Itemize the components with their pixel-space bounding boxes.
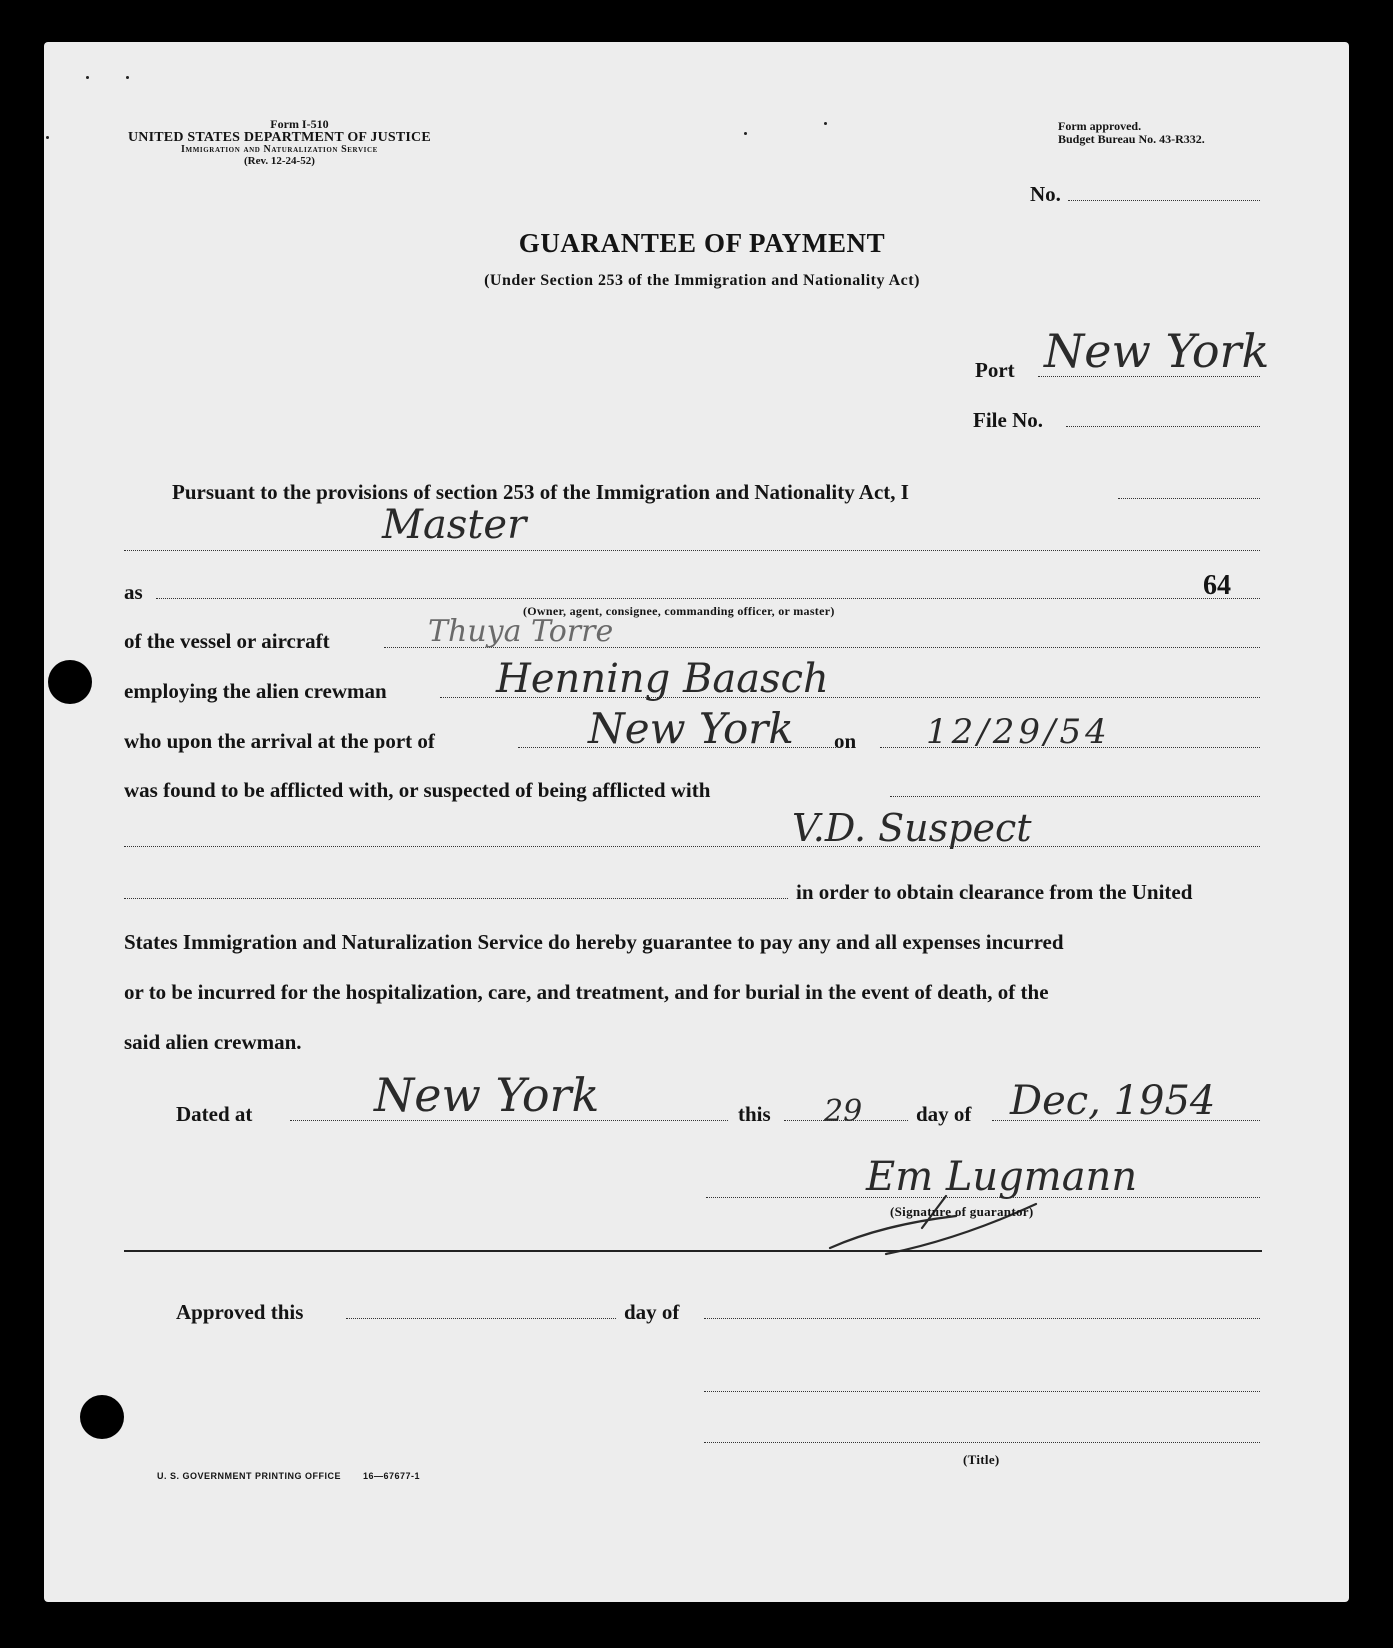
approved-day-line[interactable] <box>346 1318 616 1319</box>
page-subtitle: (Under Section 253 of the Immigration and Nationality Act) <box>484 272 920 289</box>
guarantor-name: Master <box>382 502 527 548</box>
divider-rule <box>124 1250 1262 1252</box>
printer-footer <box>157 1471 420 1481</box>
capacity-line[interactable] <box>156 598 1260 599</box>
service-name: Immigration and Naturalization Service <box>181 144 378 156</box>
signature-caption: (Signature of guarantor) <box>890 1204 1034 1219</box>
revision-date: (Rev. 12-24-52) <box>244 154 315 167</box>
speck <box>126 76 129 79</box>
clearance-text: in order to obtain clearance from the United <box>796 880 1193 904</box>
paragraph-line-1: States Immigration and Naturalization Service do hereby guarantee to pay any and all expenses incurred <box>124 930 1064 954</box>
speck <box>744 132 747 135</box>
dated-month-year: Dec, 1954 <box>1010 1078 1216 1124</box>
day-of-label: day of <box>916 1102 972 1126</box>
affliction-line-1[interactable] <box>890 796 1260 797</box>
afflicted-label: was found to be afflicted with, or suspected of being afflicted with <box>124 778 711 802</box>
form-approved: Form approved. <box>1058 119 1142 133</box>
guarantor-line-1[interactable] <box>1118 498 1260 499</box>
printer-code: 16—67677-1 <box>363 1471 421 1481</box>
approval-header <box>1058 120 1205 145</box>
approver-title-line[interactable] <box>704 1442 1260 1443</box>
capacity-caption: (Owner, agent, consignee, commanding officer, or master) <box>523 604 835 618</box>
affliction-line-3[interactable] <box>124 898 788 899</box>
paragraph-line-2: or to be incurred for the hospitalization, care, and treatment, and for burial in the event of death, of the <box>124 980 1049 1004</box>
dated-day: 29 <box>824 1094 863 1129</box>
no-label: No. <box>1030 182 1061 206</box>
no-line[interactable] <box>1068 200 1260 201</box>
capacity-number: 64 <box>1203 570 1231 601</box>
vessel-value: Thuya Torre <box>428 614 614 649</box>
form-page <box>44 42 1349 1602</box>
arrival-port: New York <box>588 704 794 753</box>
as-label: as <box>124 580 143 604</box>
vessel-label: of the vessel or aircraft <box>124 629 330 653</box>
approved-label: Approved this <box>176 1300 304 1324</box>
form-number: Form I-510 <box>270 117 329 131</box>
paragraph-line-3: said alien crewman. <box>124 1030 302 1054</box>
punch-hole <box>80 1395 124 1439</box>
affliction-line-2[interactable] <box>124 846 1260 847</box>
printer-name: U. S. GOVERNMENT PRINTING OFFICE <box>157 1471 342 1481</box>
approved-day-of-label: day of <box>624 1300 680 1324</box>
approved-date-line[interactable] <box>704 1318 1260 1319</box>
approver-signature-line[interactable] <box>704 1391 1260 1392</box>
agency-header <box>128 118 431 167</box>
file-no-line[interactable] <box>1066 426 1260 427</box>
port-value: New York <box>1044 324 1270 378</box>
pursuant-text: Pursuant to the provisions of section 253 of the Immigration and Nationality Act, I <box>172 480 909 504</box>
guarantor-signature: Em Lugmann <box>866 1154 1138 1200</box>
port-label: Port <box>975 358 1015 382</box>
crewman-label: employing the alien crewman <box>124 679 387 703</box>
file-no-label: File No. <box>973 408 1043 432</box>
speck <box>86 76 89 79</box>
punch-hole <box>48 660 92 704</box>
crewman-value: Henning Baasch <box>496 656 829 702</box>
arrival-label: who upon the arrival at the port of <box>124 729 435 753</box>
affliction-value: V.D. Suspect <box>792 806 1032 850</box>
speck <box>46 136 49 139</box>
speck <box>824 122 827 125</box>
on-label: on <box>834 729 857 753</box>
dated-label: Dated at <box>176 1102 253 1126</box>
guarantor-line-2[interactable] <box>124 550 1260 551</box>
dated-place: New York <box>374 1068 600 1122</box>
budget-bureau-number: Budget Bureau No. 43-R332. <box>1058 131 1205 146</box>
title-caption: (Title) <box>963 1452 1000 1467</box>
page-title: GUARANTEE OF PAYMENT <box>518 228 886 258</box>
this-label: this <box>738 1102 771 1126</box>
department-name: UNITED STATES DEPARTMENT OF JUSTICE <box>128 129 431 145</box>
arrival-date: 12/29/54 <box>926 712 1111 752</box>
